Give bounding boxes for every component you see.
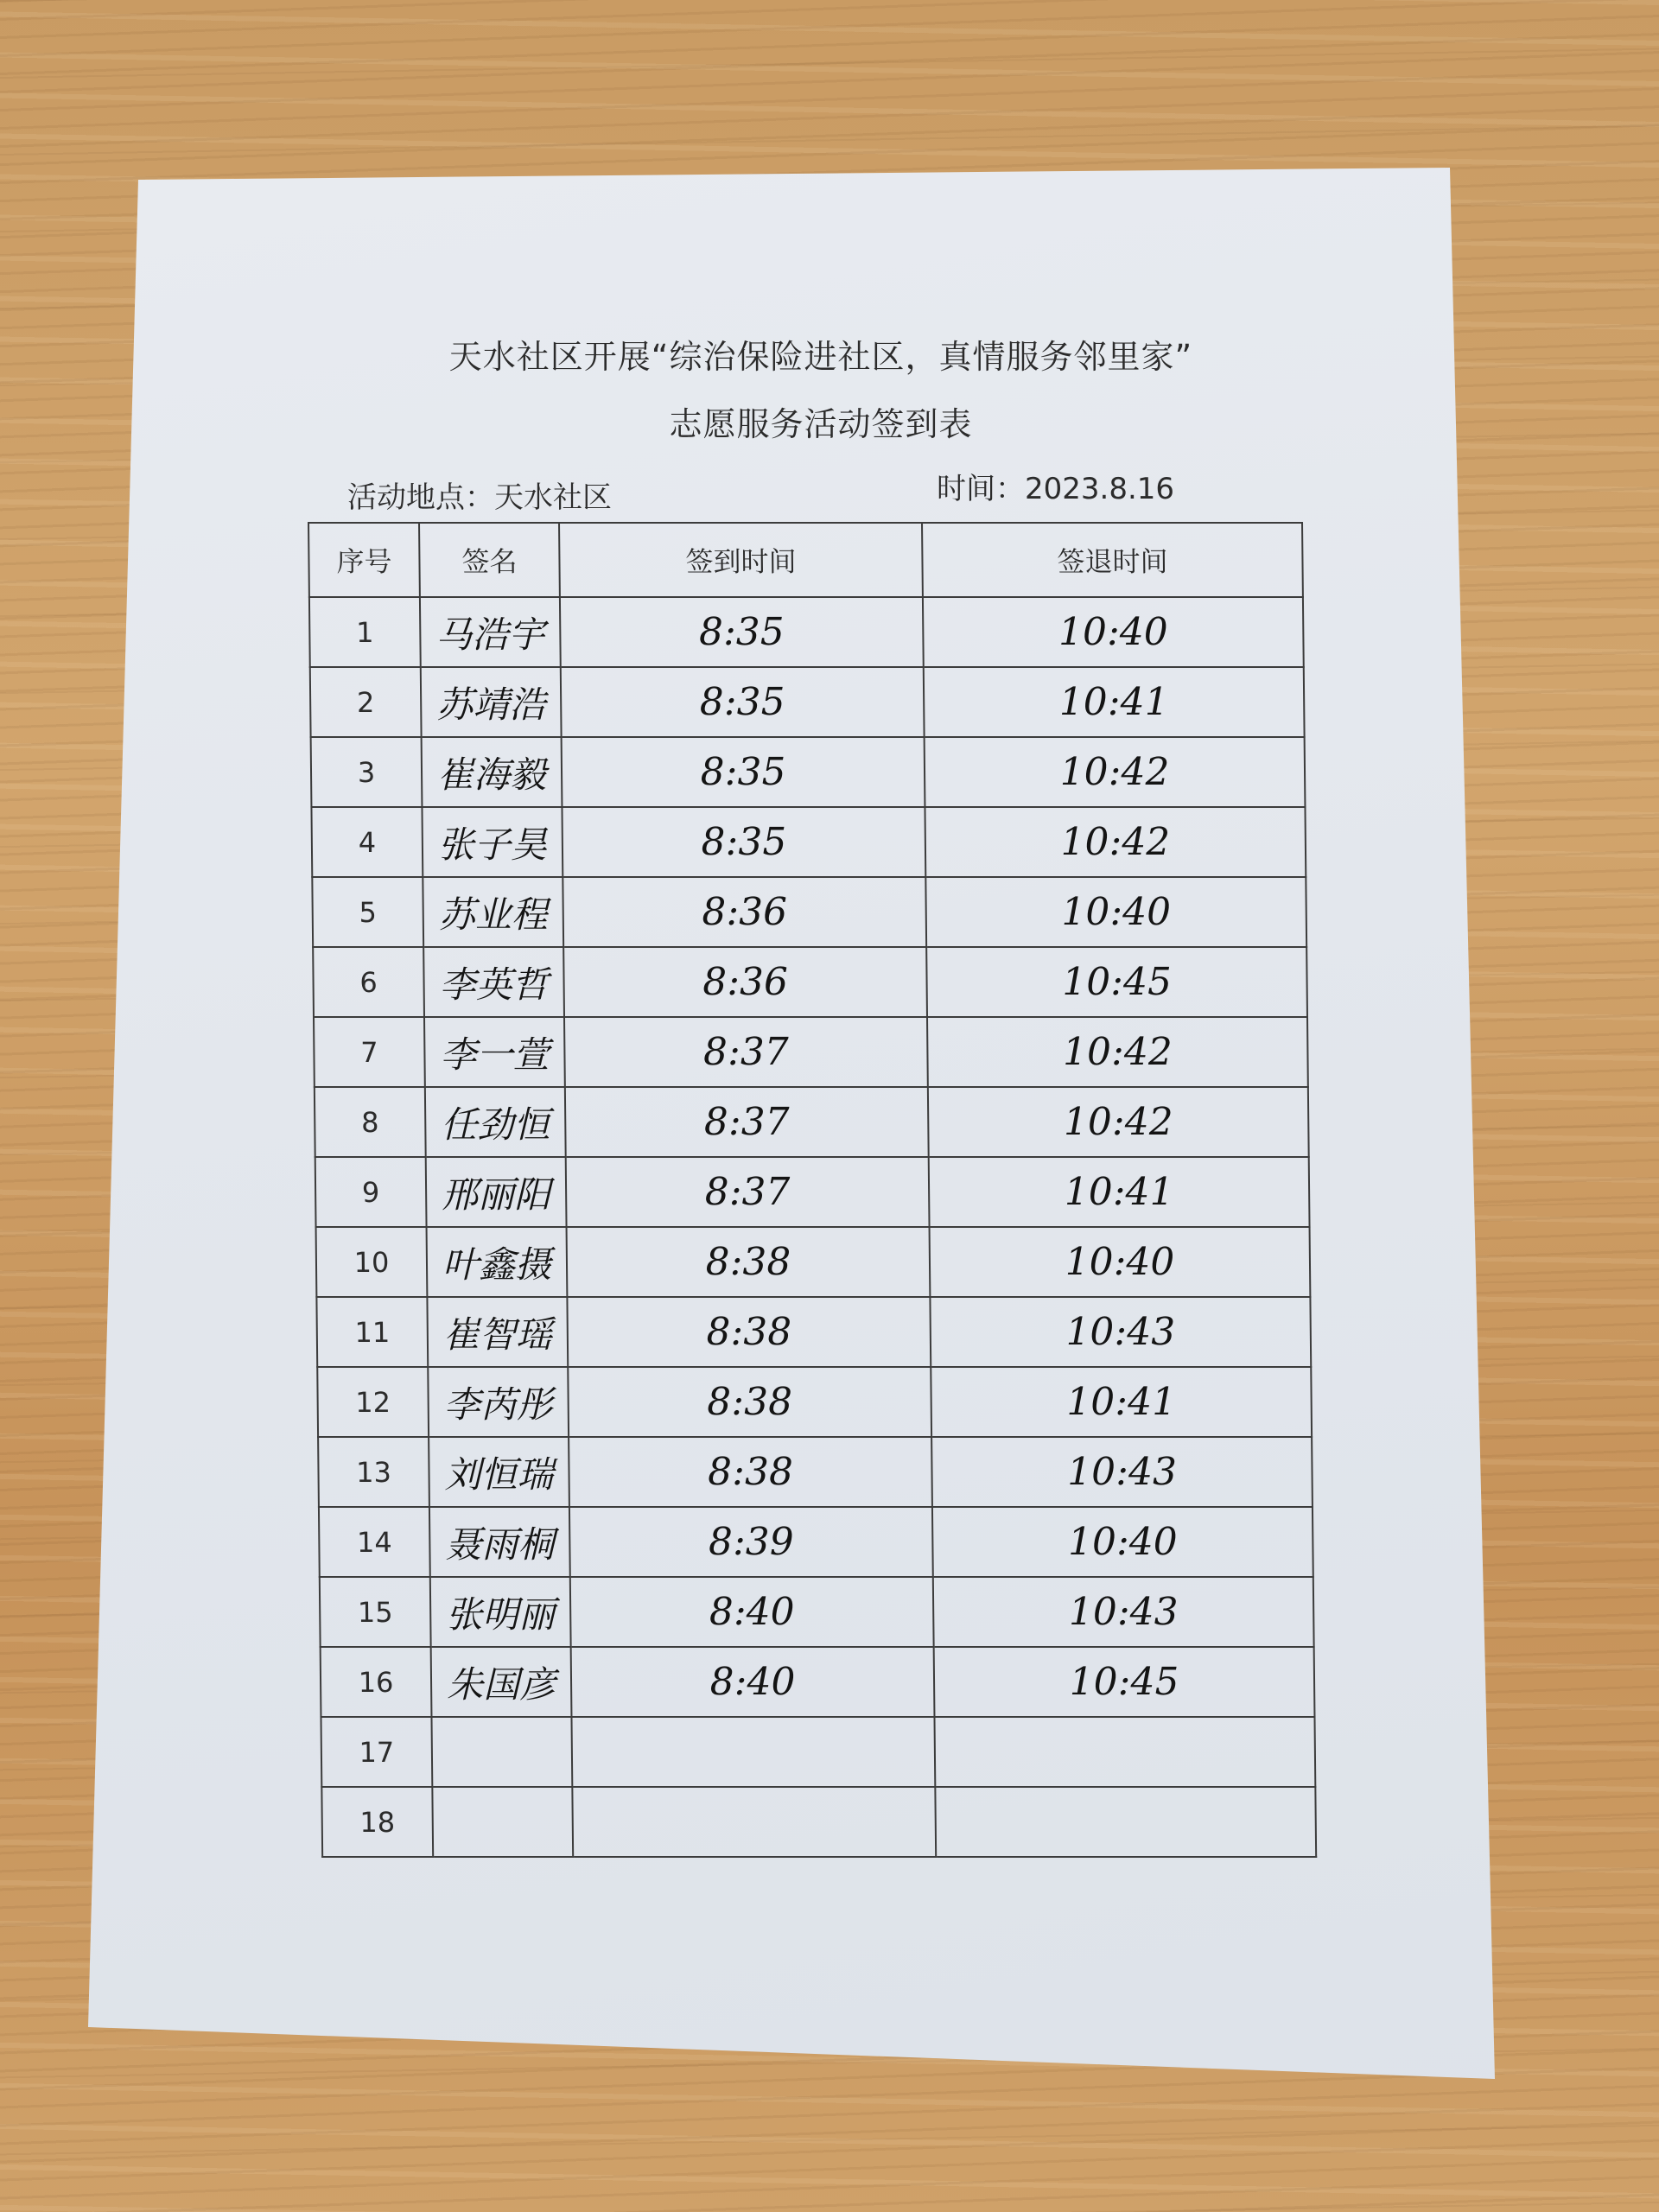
- sign-in-time: 8:37: [704, 1170, 791, 1214]
- row-number-cell: [321, 1647, 432, 1717]
- row-number-cell: [318, 1437, 429, 1507]
- table-row: [317, 1367, 1312, 1437]
- sign-out-time: 10:45: [1061, 960, 1173, 1004]
- table-row: [318, 1437, 1313, 1507]
- sign-out-time-cell: [927, 1017, 1308, 1087]
- signature-cell: [423, 877, 563, 947]
- table-row: [315, 1087, 1309, 1157]
- sign-out-time-cell: [924, 667, 1305, 737]
- row-number-cell: [321, 1717, 432, 1787]
- table-row: [312, 877, 1306, 947]
- sign-out-time-cell: [934, 1647, 1315, 1717]
- sign-out-time: 10:40: [1067, 1520, 1179, 1564]
- sign-out-time: 10:40: [1065, 1240, 1175, 1284]
- sign-out-time: 10:41: [1064, 1170, 1174, 1214]
- table-row: [313, 947, 1307, 1017]
- header-sign-in: 签到时间: [559, 523, 923, 597]
- table-row: [321, 1647, 1315, 1717]
- sign-in-time-cell: [571, 1717, 935, 1787]
- sign-out-time: 10:40: [1058, 610, 1169, 654]
- table-row: [321, 1717, 1315, 1787]
- signature-cell: [425, 1087, 566, 1157]
- signature: 李芮彤: [443, 1382, 553, 1426]
- signature-cell: [426, 1157, 567, 1227]
- signature: 崔海毅: [436, 753, 547, 796]
- sign-out-time-cell: [932, 1507, 1313, 1577]
- signature-cell: [427, 1297, 568, 1367]
- sign-in-time-cell: [571, 1647, 935, 1717]
- sign-in-time: 8:35: [699, 680, 785, 724]
- row-number: 9: [361, 1175, 380, 1209]
- table-row: [321, 1787, 1316, 1857]
- sign-in-time: 8:36: [702, 890, 788, 934]
- sign-in-time: 8:39: [708, 1520, 795, 1564]
- sign-in-time-cell: [566, 1157, 930, 1227]
- row-number: 3: [357, 755, 376, 789]
- row-number-cell: [309, 597, 421, 667]
- signature: 苏靖浩: [435, 683, 546, 726]
- row-number: 11: [354, 1315, 391, 1349]
- sign-in-time-cell: [561, 667, 925, 737]
- sign-in-time-cell: [567, 1227, 931, 1297]
- activity-location: 活动地点：天水社区: [347, 480, 612, 515]
- signature-cell: [424, 1017, 565, 1087]
- sign-out-time-cell: [923, 597, 1304, 667]
- header-no: 序号: [308, 523, 420, 597]
- table-row: [310, 667, 1305, 737]
- sign-in-time-cell: [564, 1017, 928, 1087]
- signature: 马浩宇: [435, 613, 545, 656]
- sign-out-time-cell: [925, 807, 1306, 877]
- row-number-cell: [321, 1787, 433, 1857]
- row-number: 10: [353, 1245, 390, 1279]
- row-number: 2: [356, 685, 375, 719]
- table-row: [316, 1227, 1311, 1297]
- row-number-cell: [319, 1507, 430, 1577]
- row-number: 6: [359, 965, 378, 999]
- signature: 聂雨桐: [445, 1522, 555, 1566]
- sign-out-time-cell: [926, 947, 1307, 1017]
- sign-in-time-cell: [562, 737, 925, 807]
- row-number: 14: [356, 1525, 392, 1559]
- sign-in-time: 8:40: [709, 1590, 795, 1634]
- row-number-cell: [315, 1087, 426, 1157]
- signature: 李一萱: [440, 1033, 550, 1076]
- signature-cell: [429, 1507, 570, 1577]
- sign-in-time-cell: [568, 1367, 931, 1437]
- header-sign-out: 签退时间: [922, 523, 1303, 597]
- table-row: [314, 1017, 1308, 1087]
- sign-out-time: 10:42: [1060, 820, 1171, 864]
- sign-in-time-cell: [562, 807, 925, 877]
- signature-cell: [430, 1577, 571, 1647]
- signature: 张明丽: [445, 1592, 556, 1636]
- row-number-cell: [317, 1367, 429, 1437]
- sign-out-time-cell: [930, 1297, 1311, 1367]
- sign-in-time: 8:36: [702, 960, 789, 1004]
- signature: 苏业程: [438, 893, 549, 936]
- sign-in-time: 8:35: [700, 750, 786, 794]
- activity-date: 时间：2023.8.16: [937, 472, 1175, 506]
- row-number: 13: [355, 1455, 392, 1489]
- sign-in-time: 8:38: [707, 1450, 794, 1494]
- row-number: 18: [359, 1805, 396, 1839]
- table-row: [311, 807, 1306, 877]
- sign-out-time: 10:43: [1068, 1590, 1179, 1634]
- sign-in-time-cell: [570, 1577, 934, 1647]
- sign-in-time-cell: [563, 877, 926, 947]
- sign-out-time-cell: [933, 1577, 1314, 1647]
- signature-cell: [427, 1227, 568, 1297]
- sign-out-time-cell: [931, 1367, 1312, 1437]
- row-number-cell: [320, 1577, 431, 1647]
- sign-in-time-cell: [569, 1437, 932, 1507]
- sign-out-time: 10:42: [1059, 750, 1170, 794]
- row-number-cell: [314, 1017, 425, 1087]
- table-row: [309, 597, 1304, 667]
- document-title-line1: 天水社区开展“综治保险进社区，真情服务邻里家”: [448, 338, 1193, 376]
- sign-out-time-cell: [929, 1157, 1310, 1227]
- signature-cell: [428, 1367, 569, 1437]
- row-number: 1: [355, 615, 374, 649]
- sign-in-time: 8:37: [703, 1100, 790, 1144]
- table-row: [315, 1157, 1310, 1227]
- sign-out-time-cell: [931, 1437, 1313, 1507]
- signature-cell: [429, 1437, 569, 1507]
- row-number-cell: [315, 1157, 427, 1227]
- header-signature: 签名: [419, 523, 560, 597]
- sign-in-time-cell: [569, 1507, 933, 1577]
- row-number-cell: [312, 877, 423, 947]
- sign-in-time: 8:38: [705, 1240, 791, 1284]
- signature: 叶鑫摄: [442, 1243, 552, 1286]
- sign-in-time: 8:38: [706, 1310, 792, 1354]
- signature: 任劲恒: [441, 1103, 550, 1146]
- sign-in-time-cell: [563, 947, 927, 1017]
- signature-cell: [422, 807, 563, 877]
- sign-out-time-cell: [934, 1717, 1315, 1787]
- document-title-line2: 志愿服务活动签到表: [669, 405, 973, 443]
- row-number: 7: [360, 1035, 378, 1069]
- table-row: [316, 1297, 1311, 1367]
- row-number-cell: [313, 947, 424, 1017]
- sign-out-time: 10:42: [1062, 1030, 1173, 1074]
- sign-in-time: 8:38: [706, 1380, 793, 1424]
- sign-out-time: 10:43: [1065, 1310, 1176, 1354]
- signature-cell: [423, 947, 564, 1017]
- sign-out-time: 10:40: [1061, 890, 1172, 934]
- row-number-cell: [311, 807, 423, 877]
- signature: 刘恒瑞: [444, 1452, 554, 1496]
- sign-in-time: 8:35: [698, 610, 785, 654]
- sign-out-time: 10:41: [1058, 680, 1169, 724]
- table-header-row: [308, 523, 1303, 597]
- table-row: [319, 1507, 1313, 1577]
- sign-out-time: 10:43: [1066, 1450, 1178, 1494]
- signature-cell: [420, 597, 561, 667]
- sign-in-time-cell: [567, 1297, 931, 1367]
- signature: 张子昊: [437, 823, 548, 866]
- row-number-cell: [310, 667, 422, 737]
- sign-in-time-cell: [560, 597, 924, 667]
- signature: 邢丽阳: [441, 1173, 551, 1216]
- row-number-cell: [316, 1297, 428, 1367]
- table-row: [320, 1577, 1314, 1647]
- row-number: 5: [359, 895, 378, 929]
- sign-in-table: [308, 522, 1317, 1858]
- sign-out-time-cell: [930, 1227, 1311, 1297]
- sign-out-time: 10:42: [1063, 1100, 1173, 1144]
- row-number-cell: [311, 737, 423, 807]
- signature: 崔智瑶: [442, 1313, 553, 1356]
- signature: 朱国彦: [446, 1662, 556, 1706]
- row-number: 15: [357, 1595, 393, 1629]
- signature-cell: [431, 1717, 572, 1787]
- row-number: 12: [355, 1385, 391, 1419]
- sign-in-time: 8:35: [701, 820, 787, 864]
- sign-in-time-cell: [572, 1787, 936, 1857]
- row-number: 16: [358, 1665, 394, 1699]
- sign-out-time: 10:45: [1069, 1660, 1179, 1704]
- signature-cell: [422, 737, 563, 807]
- signature-cell: [421, 667, 562, 737]
- sign-out-time-cell: [928, 1087, 1309, 1157]
- row-number: 8: [360, 1105, 379, 1139]
- signature-cell: [432, 1787, 573, 1857]
- signature-cell: [431, 1647, 572, 1717]
- sign-in-time: 8:37: [702, 1030, 790, 1074]
- sign-out-time: 10:41: [1065, 1380, 1177, 1424]
- sign-in-time: 8:40: [709, 1660, 796, 1704]
- signature: 李英哲: [439, 963, 549, 1006]
- sign-out-time-cell: [925, 877, 1306, 947]
- row-number-cell: [316, 1227, 428, 1297]
- sign-out-time-cell: [925, 737, 1306, 807]
- table-row: [311, 737, 1306, 807]
- row-number: 17: [359, 1735, 395, 1769]
- sign-out-time-cell: [935, 1787, 1316, 1857]
- sign-in-time-cell: [565, 1087, 929, 1157]
- row-number: 4: [358, 825, 377, 859]
